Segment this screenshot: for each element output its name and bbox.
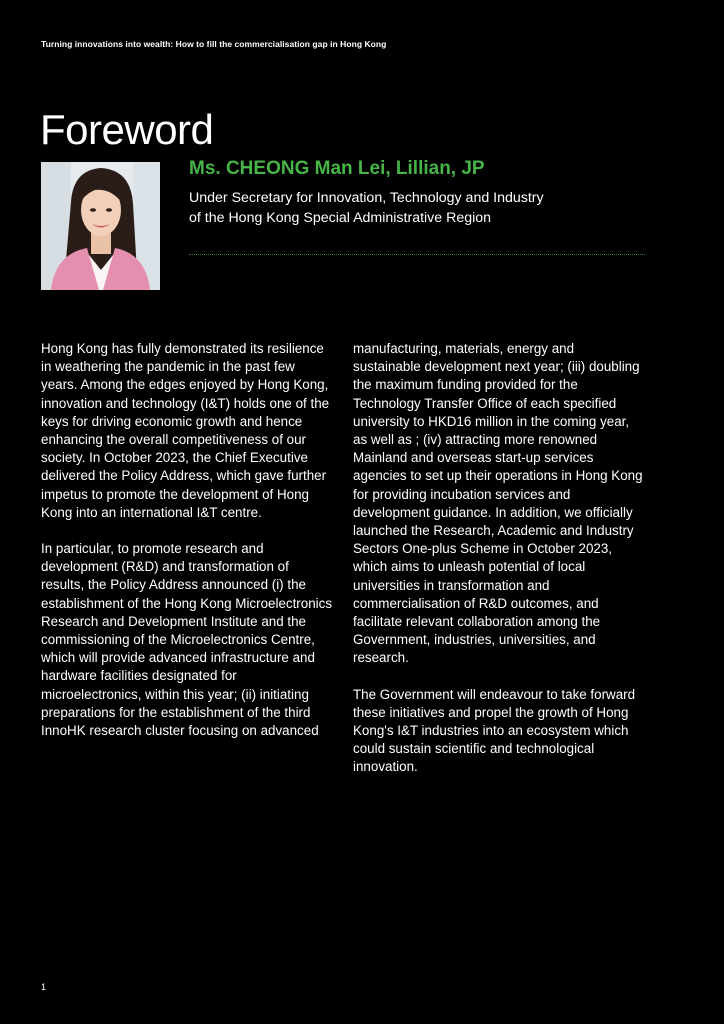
paragraph: manufacturing, materials, energy and sustainable development next year; (iii) doubling the maximum funding provided for the Technology Transfer Office of each specified university to HKD16 million in the coming year, as well as ; (iv) attracting more renowned Mainland and overseas start-up services agencies to set up their operations in Hong Kong for providing incubation services and development guidance. In addition, we officially launched the Research, Academic and Industry Sectors One-plus Scheme in October 2023, which aims to unleash potential of local universities in transformation and commercialisation of R&D outcomes, and facilitate relevant collaboration among the Government, industries, universities, and research. <box>353 341 643 666</box>
running-header: Turning innovations into wealth: How to fill the commercialisation gap in Hong Kong <box>41 39 387 49</box>
author-role-line-2: of the Hong Kong Special Administrative Region <box>189 209 492 226</box>
author-role <box>189 189 619 228</box>
body-column-right <box>353 340 645 795</box>
paragraph: Hong Kong has fully demonstrated its resilience in weathering the pandemic in the past few years. Among the edges enjoyed by Hong Kong, innovation and technology (I&T) holds one of the keys for driving economic growth and hence enhancing the overall competitiveness of our society. In October 2023, the Chief Executive delivered the Policy Address, which gave further impetus to promote the development of Hong Kong into an international I&T centre. <box>41 341 330 520</box>
paragraph: In particular, to promote research and development (R&D) and transformation of results, the Policy Address announced (i) the establishment of the Hong Kong Microelectronics Research and Development Institute and the commissioning of the Microelectronics Centre, which will provide advanced infrastructure and hardware facilities designated for microelectronics, within this year; (ii) initiating preparations for the establishment of the third InnoHK research cluster focusing on advanced <box>41 541 333 739</box>
section-divider <box>189 254 645 255</box>
body-column-left <box>41 340 333 758</box>
author-role-line-1: Under Secretary for Innovation, Technology and Industry <box>189 190 544 206</box>
portrait-image <box>41 162 160 290</box>
page-number: 1 <box>41 982 47 992</box>
author-name: Ms. CHEONG Man Lei, Lillian, JP <box>189 158 485 179</box>
page-title: Foreword <box>40 106 214 154</box>
paragraph: The Government will endeavour to take forward these initiatives and propel the growth of Hong Kong's I&T industries into an ecosystem which could sustain scientific and technological innovation. <box>353 686 636 775</box>
author-portrait <box>41 162 160 290</box>
